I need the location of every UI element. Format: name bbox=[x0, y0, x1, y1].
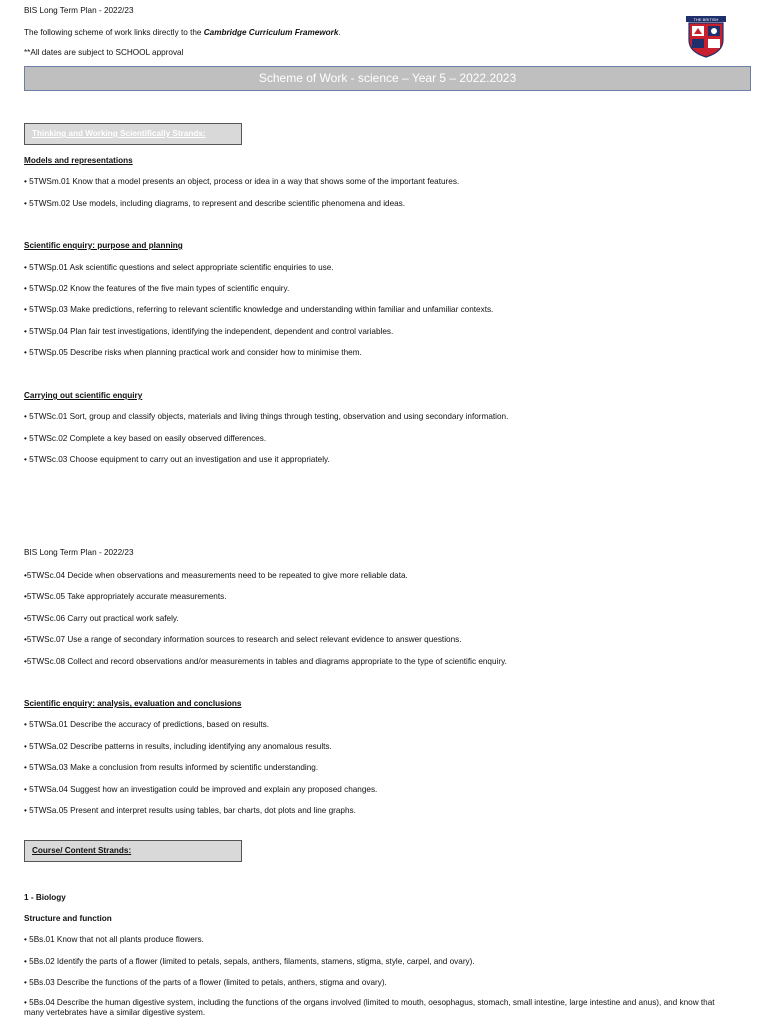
course-strands-box: Course/ Content Strands: bbox=[24, 840, 242, 862]
list-item: • 5TWSm.01 Know that a model presents an object, process or idea in a way that shows some of the important features. bbox=[24, 177, 460, 186]
list-item: • 5Bs.03 Describe the functions of the parts of a flower (limited to petals, anthers, stigma and ovary). bbox=[24, 978, 387, 987]
logo-text: THE BRITISH bbox=[693, 16, 719, 22]
list-item: •5TWSc.05 Take appropriately accurate measurements. bbox=[24, 592, 227, 601]
list-item: • 5Bs.04 Describe the human digestive system, including the functions of the organs involved (limited to mouth, oesophagus, stomach, small intestine, large intestine and anus), and know that many vertebrates have a similar digestive system. bbox=[24, 998, 715, 1017]
intro-prefix: The following scheme of work links directly to the bbox=[24, 28, 204, 37]
structure-function-heading: Structure and function bbox=[24, 914, 112, 923]
list-item: • 5TWSa.03 Make a conclusion from results informed by scientific understanding. bbox=[24, 763, 319, 772]
list-item: • 5TWSp.05 Describe risks when planning practical work and consider how to minimise them. bbox=[24, 348, 362, 357]
analysis-heading: Scientific enquiry: analysis, evaluation and conclusions bbox=[24, 699, 242, 708]
list-item: • 5TWSm.02 Use models, including diagrams, to represent and describe scientific phenomena and ideas. bbox=[24, 199, 406, 208]
intro-emphasis: Cambridge Curriculum Framework bbox=[203, 28, 339, 37]
list-item: • 5TWSp.02 Know the features of the five main types of scientific enquiry. bbox=[24, 284, 290, 293]
list-item: •5TWSc.07 Use a range of secondary information sources to research and select relevant evidence to answer questions. bbox=[24, 635, 462, 644]
plan-label: BIS Long Term Plan - 2022/23 bbox=[24, 6, 134, 15]
list-item: •5TWSc.08 Collect and record observations and/or measurements in tables and diagrams appropriate to the type of scientific enquiry. bbox=[24, 657, 507, 666]
list-item: • 5TWSp.01 Ask scientific questions and select appropriate scientific enquiries to use. bbox=[24, 263, 334, 272]
list-item: • 5TWSa.02 Describe patterns in results, including identifying any anomalous results. bbox=[24, 742, 332, 751]
list-item: • 5TWSc.03 Choose equipment to carry out an investigation and use it appropriately. bbox=[24, 455, 330, 464]
list-item: • 5TWSa.05 Present and interpret results using tables, bar charts, dot plots and line graphs. bbox=[24, 806, 356, 815]
carrying-heading: Carrying out scientific enquiry bbox=[24, 391, 143, 400]
list-item: •5TWSc.06 Carry out practical work safely. bbox=[24, 614, 179, 623]
planning-heading: Scientific enquiry: purpose and planning bbox=[24, 241, 183, 250]
dates-note: **All dates are subject to SCHOOL approval bbox=[24, 48, 184, 57]
school-crest-logo bbox=[684, 16, 728, 58]
list-item: • 5Bs.02 Identify the parts of a flower (limited to petals, sepals, anthers, filaments, stamens, stigma, style, carpel, and ovary). bbox=[24, 957, 475, 966]
intro-suffix: . bbox=[338, 28, 341, 37]
list-item: •5TWSc.04 Decide when observations and measurements need to be repeated to give more reliable data. bbox=[24, 571, 408, 580]
plan-label-page2: BIS Long Term Plan - 2022/23 bbox=[24, 548, 134, 557]
list-item: • 5TWSp.04 Plan fair test investigations, identifying the independent, dependent and control variables. bbox=[24, 327, 394, 336]
list-item: • 5Bs.01 Know that not all plants produce flowers. bbox=[24, 935, 204, 944]
crest-icon bbox=[684, 16, 728, 58]
models-heading: Models and representations bbox=[24, 156, 133, 165]
list-item: • 5TWSc.01 Sort, group and classify objects, materials and living things through testing, observation and using secondary information. bbox=[24, 412, 509, 421]
intro-text bbox=[24, 28, 341, 38]
biology-heading: 1 - Biology bbox=[24, 893, 66, 902]
scheme-title-bar: Scheme of Work - science – Year 5 – 2022.2023 bbox=[24, 66, 751, 91]
thinking-strands-box: Thinking and Working Scientifically Strands: bbox=[24, 123, 242, 145]
list-item: • 5TWSc.02 Complete a key based on easily observed differences. bbox=[24, 434, 267, 443]
list-item: • 5TWSp.03 Make predictions, referring to relevant scientific knowledge and understanding within familiar and unfamiliar contexts. bbox=[24, 305, 494, 314]
list-item: • 5TWSa.01 Describe the accuracy of predictions, based on results. bbox=[24, 720, 269, 729]
list-item: • 5TWSa.04 Suggest how an investigation could be improved and explain any proposed changes. bbox=[24, 785, 378, 794]
